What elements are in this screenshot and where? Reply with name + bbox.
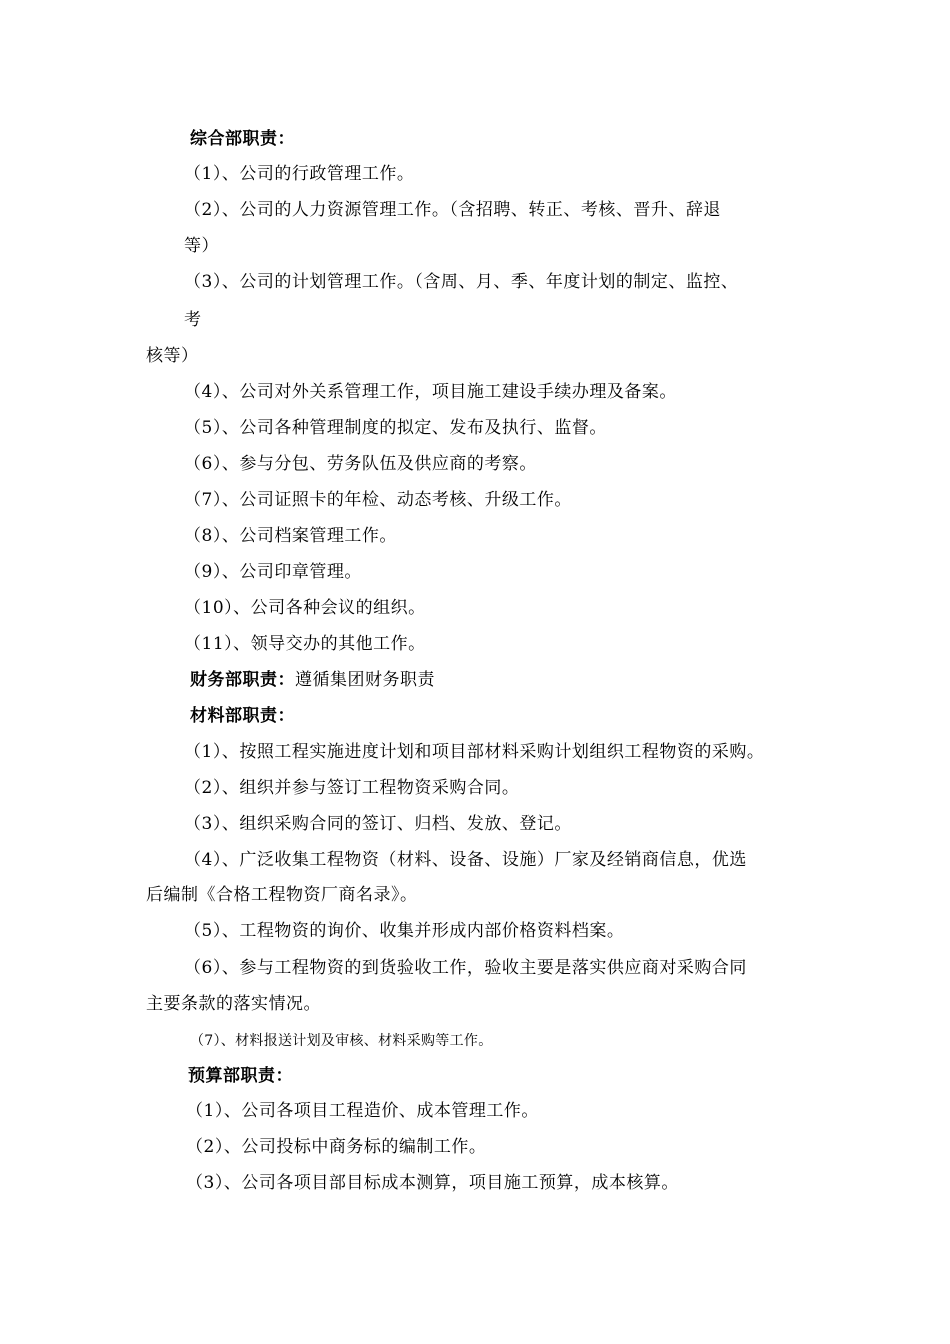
list-item-continuation: 核等） [146, 346, 199, 366]
list-item: （1）、公司的行政管理工作。 [184, 164, 415, 184]
list-item: （2）、组织并参与签订工程物资采购合同。 [184, 778, 520, 798]
section-heading-yusuan: 预算部职责： [188, 1066, 293, 1086]
section-heading-caiwu [190, 669, 435, 691]
list-item: （3）、公司的计划管理工作。（含周、月、季、年度计划的制定、监控、 [184, 272, 739, 292]
list-item: （6）、参与工程物资的到货验收工作，验收主要是落实供应商对采购合同 [184, 958, 747, 978]
list-item: （4）、广泛收集工程物资（材料、设备、设施）厂家及经销商信息，优选 [184, 850, 747, 870]
list-item: （3）、公司各项目部目标成本测算，项目施工预算，成本核算。 [186, 1173, 679, 1193]
list-item: （11）、领导交办的其他工作。 [184, 634, 426, 654]
list-item: （2）、公司的人力资源管理工作。（含招聘、转正、考核、晋升、辞退 [184, 200, 721, 220]
section-heading-cailiao: 材料部职责： [190, 706, 295, 726]
section-caiwu-text: 遵循集团财务职责 [295, 670, 435, 690]
list-item: （7）、材料报送计划及审核、材料采购等工作。 [190, 1033, 493, 1049]
list-item: （8）、公司档案管理工作。 [184, 526, 397, 546]
section-heading-zonghe: 综合部职责： [190, 129, 295, 149]
list-item-continuation: 主要条款的落实情况。 [146, 994, 321, 1014]
list-item: （10）、公司各种会议的组织。 [184, 598, 426, 618]
list-item: （9）、公司印章管理。 [184, 562, 362, 582]
list-item: （5）、公司各种管理制度的拟定、发布及执行、监督。 [184, 418, 607, 438]
list-item-continuation: 考 [184, 310, 202, 330]
list-item: （5）、工程物资的询价、收集并形成内部价格资料档案。 [184, 921, 625, 941]
list-item: （1）、公司各项目工程造价、成本管理工作。 [186, 1101, 539, 1121]
list-item: （6）、参与分包、劳务队伍及供应商的考察。 [184, 454, 537, 474]
list-item: （2）、公司投标中商务标的编制工作。 [186, 1137, 487, 1157]
list-item: （7）、公司证照卡的年检、动态考核、升级工作。 [184, 490, 572, 510]
list-item: （1）、按照工程实施进度计划和项目部材料采购计划组织工程物资的采购。 [184, 742, 765, 762]
list-item-continuation: 后编制《合格工程物资厂商名录》。 [146, 885, 418, 905]
list-item-continuation: 等） [184, 236, 219, 256]
list-item: （3）、组织采购合同的签订、归档、发放、登记。 [184, 814, 572, 834]
section-heading-caiwu-label: 财务部职责： [190, 670, 295, 690]
list-item: （4）、公司对外关系管理工作，项目施工建设手续办理及备案。 [184, 382, 677, 402]
